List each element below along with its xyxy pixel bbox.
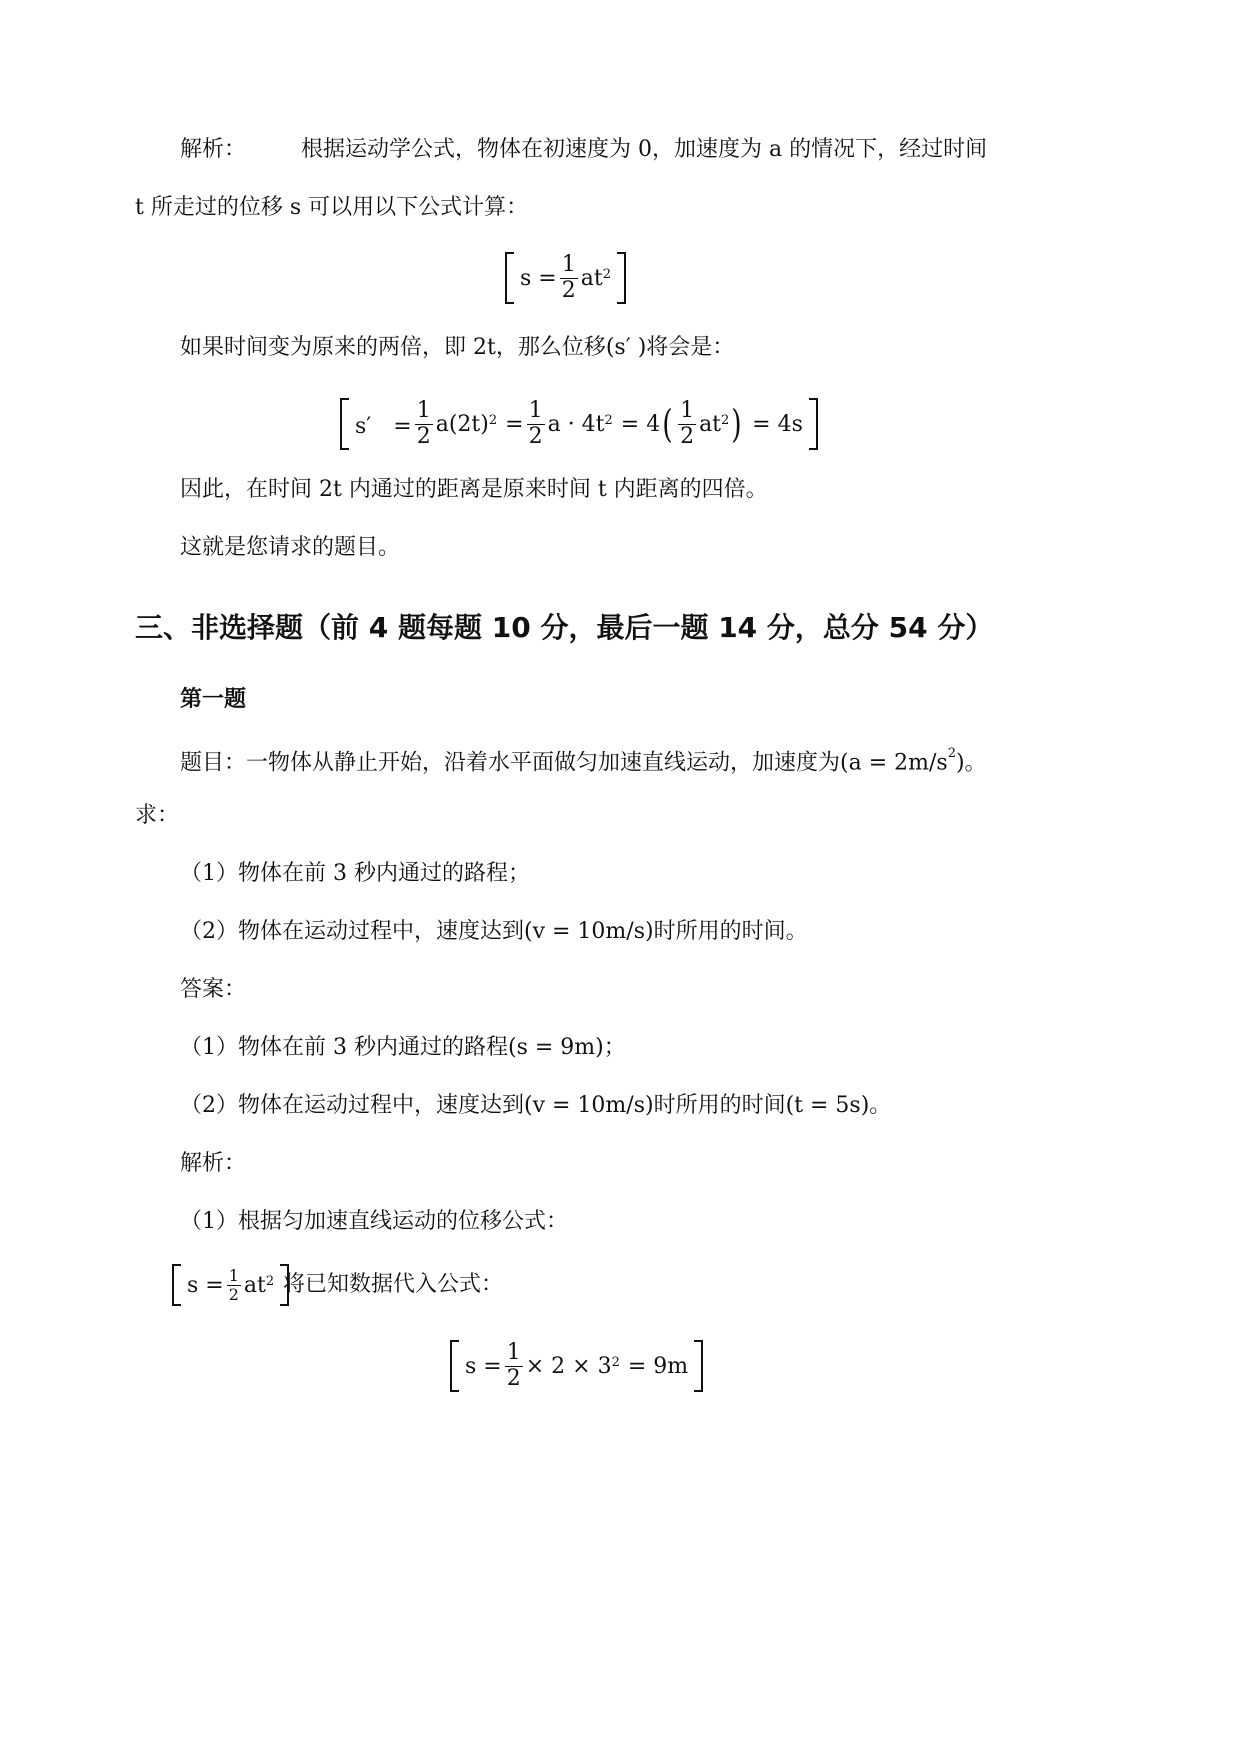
eq3-exponent: 2 xyxy=(265,1273,275,1289)
equation-displacement xyxy=(505,252,626,308)
eq2-term: a(2t) xyxy=(435,411,489,437)
eq2-denominator: 2 xyxy=(416,423,431,449)
eq4-numerator: 1 xyxy=(506,1340,521,1366)
eq4-fraction xyxy=(505,1341,523,1390)
answer-label: 答案： xyxy=(180,977,247,1002)
eq2-numerator: 1 xyxy=(416,398,431,424)
eq2-denominator: 2 xyxy=(528,423,543,449)
eq2-term: = 4s xyxy=(752,411,803,437)
equation-substitution xyxy=(450,1340,703,1396)
question-exponent: 2 xyxy=(947,746,956,761)
time-doubled-paragraph: 如果时间变为原来的两倍，即 2t，那么位移(s′ )将会是： xyxy=(180,335,735,360)
eq2-exponent: 2 xyxy=(721,412,730,428)
analysis-paragraph-line1: 解析： 根据运动学公式，物体在初速度为 0，加速度为 a 的情况下，经过时间 xyxy=(180,137,988,162)
right-paren: ) xyxy=(731,402,742,446)
eq2-numerator: 1 xyxy=(680,398,695,424)
left-bracket xyxy=(172,1264,181,1306)
eq2-fraction xyxy=(415,399,433,448)
answer-item-2: （2）物体在运动过程中，速度达到(v = 10m/s)时所用的时间(t = 5s)。 xyxy=(180,1093,892,1118)
eq4-denominator: 2 xyxy=(506,1365,521,1391)
eq2-fraction xyxy=(678,399,696,448)
eq1-fraction xyxy=(560,253,578,302)
question-text-line1 xyxy=(180,743,987,778)
right-bracket xyxy=(617,252,626,304)
eq2-fraction xyxy=(527,399,545,448)
question-item-2: （2）物体在运动过程中，速度达到(v = 10m/s)时所用的时间。 xyxy=(180,919,808,944)
question-text: 题目：一物体从静止开始，沿着水平面做匀加速直线运动，加速度为(a = 2m/s xyxy=(180,750,948,776)
right-bracket xyxy=(694,1340,703,1392)
right-bracket xyxy=(809,398,818,450)
eq2-denominator: 2 xyxy=(680,423,695,449)
substitution-text: 将已知数据代入公式： xyxy=(283,1272,504,1297)
eq3-numerator: 1 xyxy=(228,1265,239,1285)
analysis-item-1: （1）根据匀加速直线运动的位移公式： xyxy=(180,1209,568,1234)
eq3-rhs: at xyxy=(243,1272,266,1298)
eq3-lhs: s = xyxy=(187,1272,224,1298)
eq4-exponent: 2 xyxy=(611,1354,620,1370)
left-bracket xyxy=(450,1340,459,1392)
question-item-1: （1）物体在前 3 秒内通过的路程； xyxy=(180,861,530,886)
eq2-term: = xyxy=(505,411,524,437)
eq1-rhs: at xyxy=(580,265,603,291)
eq2-exponent: 2 xyxy=(488,412,498,428)
section-heading: 三、非选择题（前 4 题每题 10 分，最后一题 14 分，总分 54 分） xyxy=(135,611,994,644)
question-text-end: )。 xyxy=(955,750,987,776)
equation-displacement-inline xyxy=(172,1264,289,1310)
eq1-numerator: 1 xyxy=(561,252,576,278)
eq1-denominator: 2 xyxy=(561,277,576,303)
conclusion-paragraph: 因此，在时间 2t 内通过的距离是原来时间 t 内距离的四倍。 xyxy=(180,477,768,502)
eq4-rhs: × 2 × 3 xyxy=(525,1353,612,1379)
eq2-term: at xyxy=(699,411,722,437)
question-title: 第一题 xyxy=(180,687,247,712)
eq3-denominator: 2 xyxy=(228,1284,239,1304)
eq2-term: a · 4t xyxy=(547,411,605,437)
eq1-lhs: s = xyxy=(520,265,557,291)
question-text-line2: 求： xyxy=(135,803,180,828)
left-paren: ( xyxy=(662,402,673,446)
closing-paragraph: 这就是您请求的题目。 xyxy=(180,535,401,560)
eq1-exponent: 2 xyxy=(602,266,611,282)
eq2-exponent: 2 xyxy=(604,412,613,428)
left-bracket xyxy=(505,252,514,304)
answer-item-1: （1）物体在前 3 秒内通过的路程(s = 9m)； xyxy=(180,1035,626,1060)
analysis-paragraph-line2: t 所走过的位移 s 可以用以下公式计算： xyxy=(135,195,529,220)
left-bracket xyxy=(340,398,349,450)
analysis-label: 解析： xyxy=(180,1151,247,1176)
eq2-numerator: 1 xyxy=(528,398,543,424)
equation-doubled-time xyxy=(340,398,818,454)
eq3-fraction xyxy=(227,1267,241,1303)
eq2-term: = 4 xyxy=(620,411,661,437)
eq2-term: s′ = xyxy=(355,413,412,439)
eq4-result: = 9m xyxy=(627,1353,689,1379)
eq4-lhs: s = xyxy=(465,1353,502,1379)
